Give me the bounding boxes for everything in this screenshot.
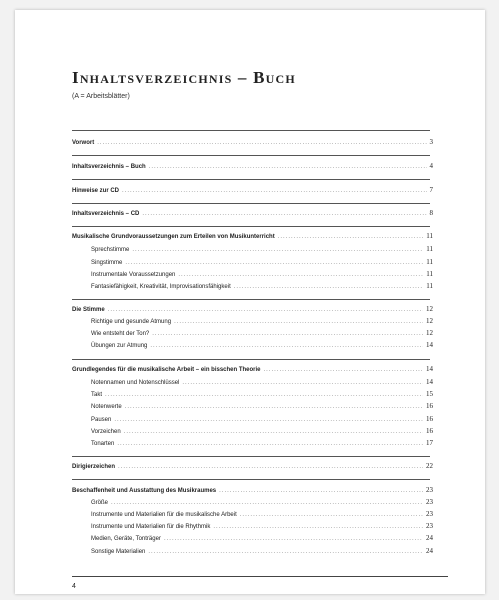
toc-subentry: Medien, Geräte, Tonträger ..... 24 xyxy=(91,534,433,543)
page-subtitle: (A = Arbeitsblätter) xyxy=(72,93,130,100)
toc-entry-grundvoraussetzungen: Musikalische Grundvoraussetzungen zum Erteilen von Musikunterricht ..... 11 xyxy=(72,232,433,241)
toc-entry-dirigierzeichen: Dirigierzeichen ..... 22 xyxy=(72,462,433,471)
toc-entry-musikraum: Beschaffenheit und Ausstattung des Musikraumes ..... 23 xyxy=(72,486,433,495)
section-divider xyxy=(72,130,430,131)
toc-subentry: Wie entsteht der Ton? ..... 12 xyxy=(91,329,433,338)
toc-subentry: Notenwerte ..... 16 xyxy=(91,402,433,411)
toc-entry-vorwort: Vorwort ..... 3 xyxy=(72,138,433,147)
section-divider xyxy=(72,456,430,457)
page-title: Inhaltsverzeichnis – Buch xyxy=(72,68,296,87)
toc-subentry: Vorzeichen ..... 16 xyxy=(91,427,433,436)
section-divider xyxy=(72,479,430,480)
section-divider xyxy=(72,226,430,227)
section-divider xyxy=(72,203,430,204)
toc-subentry: Sonstige Materialien ..... 24 xyxy=(91,547,433,556)
toc-subentry: Tonarten ..... 17 xyxy=(91,439,433,448)
toc-subentry: Sprechstimme ..... 11 xyxy=(91,245,433,254)
toc-entry-inhalt-buch: Inhaltsverzeichnis – Buch ..... 4 xyxy=(72,162,433,171)
toc-subentry: Pausen ..... 16 xyxy=(91,415,433,424)
toc-entry-hinweise-cd: Hinweise zur CD ..... 7 xyxy=(72,186,433,195)
footer-divider xyxy=(72,576,448,577)
toc-subentry: Übungen zur Atmung ..... 14 xyxy=(91,341,433,350)
document-page xyxy=(15,10,485,594)
section-divider xyxy=(72,359,430,360)
toc-subentry: Fantasiefähigkeit, Kreativität, Improvisationsfähigkeit ..... 11 xyxy=(91,282,433,291)
toc-subentry: Instrumente und Materialien für die Rhythmik ..... 23 xyxy=(91,522,433,531)
toc-subentry: Singstimme ..... 11 xyxy=(91,258,433,267)
toc-subentry: Notennamen und Notenschlüssel ..... 14 xyxy=(91,378,433,387)
toc-entry-inhalt-cd: Inhaltsverzeichnis – CD ..... 8 xyxy=(72,209,433,218)
section-divider xyxy=(72,179,430,180)
toc-subentry: Takt ..... 15 xyxy=(91,390,433,399)
toc-entry-grundlegendes: Grundlegendes für die musikalische Arbeit – ein bisschen Theorie ..... 14 xyxy=(72,365,433,374)
toc-entry-die-stimme: Die Stimme ..... 12 xyxy=(72,305,433,314)
page-number: 4 xyxy=(72,583,76,590)
toc-subentry: Instrumentale Voraussetzungen ..... 11 xyxy=(91,270,433,279)
toc-subentry: Größe ..... 23 xyxy=(91,498,433,507)
section-divider xyxy=(72,299,430,300)
section-divider xyxy=(72,155,430,156)
toc-subentry: Instrumente und Materialien für die musikalische Arbeit ..... 23 xyxy=(91,510,433,519)
toc-subentry: Richtige und gesunde Atmung ..... 12 xyxy=(91,317,433,326)
